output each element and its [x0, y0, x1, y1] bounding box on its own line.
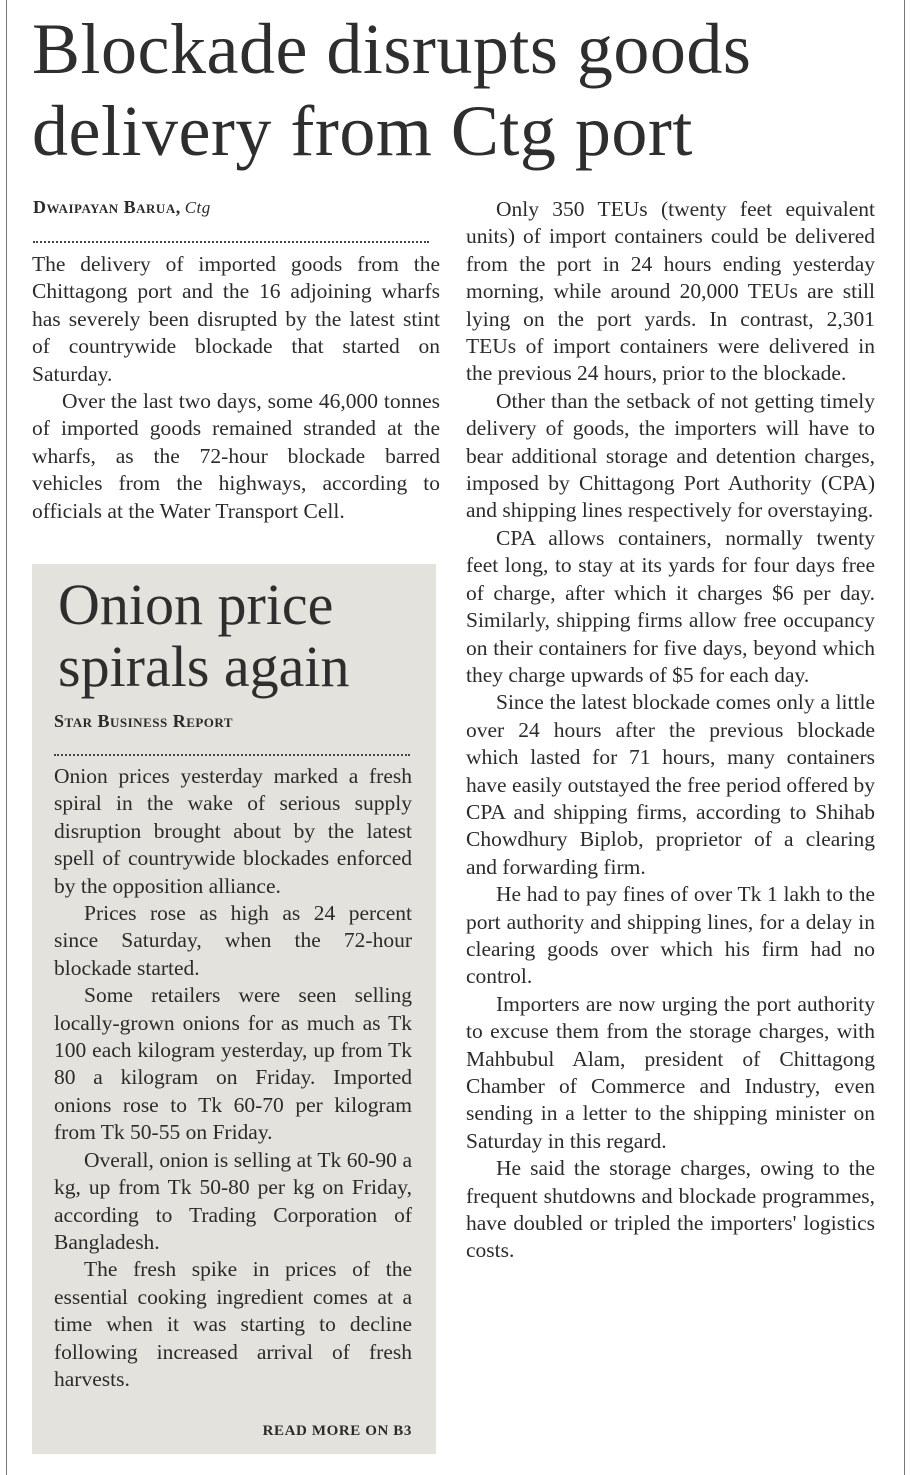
byline-author: Dwaipayan Barua, [33, 197, 181, 217]
article-paragraph: CPA allows containers, normally twenty feet long, to stay at its yards for four days free of charge, after which it charges $6 per day. Similarly, shipping firms allow free occupancy on their containers for five days, beyond which they charge upwards of $5 for each day. [466, 525, 875, 687]
sidebar-article-body [54, 763, 412, 1393]
sidebar-paragraph: The fresh spike in prices of the essential cooking ingredient comes at a time when it was starting to decline following increased arrival of fresh harvests. [54, 1257, 412, 1391]
article-paragraph: Importers are now urging the port authority to excuse them from the storage charges, with Mahbubul Alam, president of Chittagong Chamber of Commerce and Industry, even sending in a letter to the shipping minister on Saturday in this regard. [466, 991, 875, 1153]
article-paragraph: Only 350 TEUs (twenty feet equivalent units) of import containers could be delivered from the port in 24 hours ending yesterday morning, while around 20,000 TEUs are still lying on the port yards. In contrast, 2,301 TEUs of import containers were delivered in the previous 24 hours, prior to the blockade. [466, 197, 875, 386]
sidebar-byline-divider [54, 754, 410, 756]
article-paragraph: He said the storage charges, owing to the frequent shutdowns and blockade programmes, have doubled or tripled the importers' logistics costs. [466, 1156, 875, 1263]
sidebar-paragraph: Prices rose as high as 24 percent since Saturday, when the 72-hour blockade started. [54, 901, 412, 980]
main-headline: Blockade disrupts goods delivery from Ctg port [32, 9, 752, 171]
main-byline [33, 197, 211, 218]
sidebar-paragraph: Onion prices yesterday marked a fresh spiral in the wake of serious supply disruption brought about by the latest spell of countrywide blockades enforced by the opposition alliance. [54, 764, 412, 898]
left-column-rule [6, 0, 7, 1475]
article-paragraph: The delivery of imported goods from the Chittagong port and the 16 adjoining wharfs has severely been disrupted by the latest stint of countrywide blockade that started on Saturday. [32, 252, 440, 386]
sidebar-article-box [32, 564, 436, 1454]
read-more-link[interactable]: READ MORE ON B3 [262, 1423, 412, 1439]
byline-location: Ctg [184, 198, 211, 217]
sidebar-byline: Star Business Report [54, 711, 234, 731]
article-paragraph: Other than the setback of not getting timely delivery of goods, the importers will have to bear additional storage and detention charges, imposed by Chittagong Port Authority (CPA) and shipping lines respectively for overstaying. [466, 388, 875, 523]
sidebar-paragraph: Overall, onion is selling at Tk 60-90 a kg, up from Tk 50-80 per kg on Friday, according to Trading Corporation of Bangladesh. [54, 1147, 412, 1254]
main-article-column-1 [32, 251, 440, 525]
sidebar-headline: Onion price spirals again [58, 572, 350, 699]
article-paragraph: He had to pay fines of over Tk 1 lakh to the port authority and shipping lines, for a delay in clearing goods over which his firm had no control. [466, 882, 875, 989]
article-paragraph: Since the latest blockade comes only a little over 24 hours after the previous blockade which lasted for 71 hours, many containers have easily outstayed the free period offered by CPA and shipping firms, according to Shihab Chowdhury Biplob, proprietor of a clearing and forwarding firm. [466, 690, 875, 879]
article-paragraph: Over the last two days, some 46,000 tonnes of imported goods remained stranded at the wharfs, as the 72-hour blockade barred vehicles from the highways, according to officials at the Water Transport Cell. [32, 389, 440, 523]
right-column-rule [904, 0, 905, 1475]
main-article-column-2 [466, 196, 875, 1265]
byline-divider [33, 241, 429, 243]
sidebar-paragraph: Some retailers were seen selling locally-grown onions for as much as Tk 100 each kilogram yesterday, up from Tk 80 a kilogram on Friday. Imported onions rose to Tk 60-70 per kilogram from Tk 50-55 on Friday. [54, 983, 412, 1145]
